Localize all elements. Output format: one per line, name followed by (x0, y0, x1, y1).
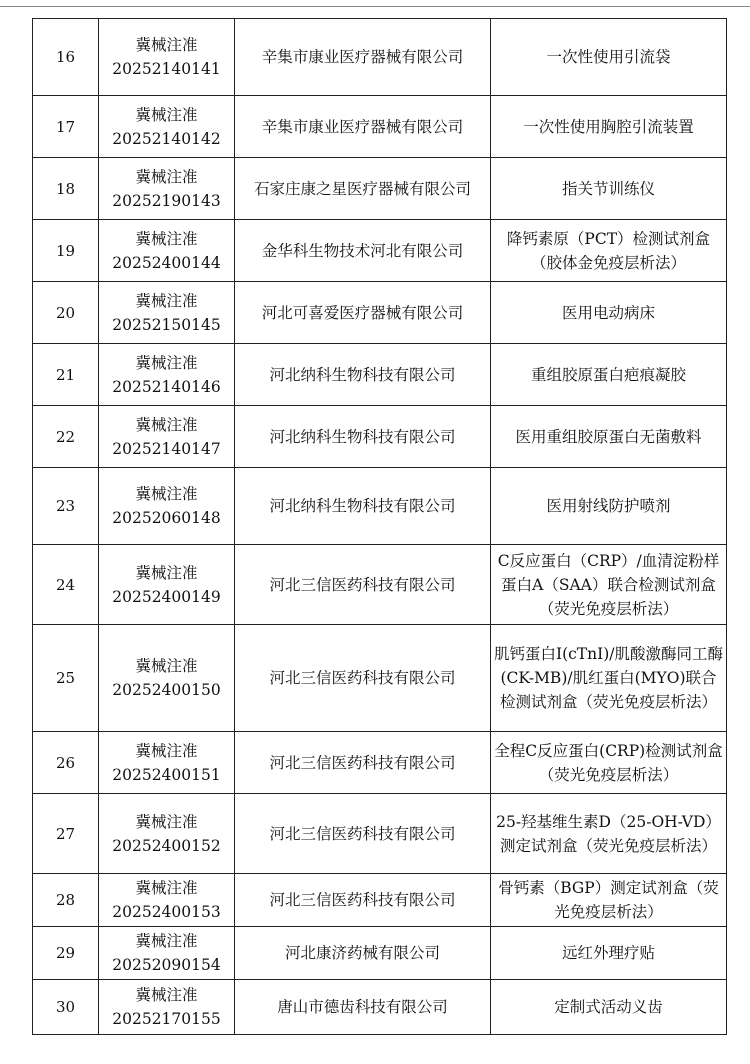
company-name: 辛集市康业医疗器械有限公司 (235, 19, 491, 96)
registration-number: 冀械注准 20252150145 (99, 282, 235, 344)
row-number: 26 (33, 732, 99, 794)
product-name: C反应蛋白（CRP）/血清淀粉样蛋白A（SAA）联合检测试剂盒（荧光免疫层析法） (491, 545, 727, 625)
row-number: 18 (33, 158, 99, 220)
company-name: 河北三信医药科技有限公司 (235, 874, 491, 927)
product-name: 骨钙素（BGP）测定试剂盒（荧光免疫层析法） (491, 874, 727, 927)
product-name: 一次性使用引流袋 (491, 19, 727, 96)
company-name: 河北三信医药科技有限公司 (235, 794, 491, 874)
product-name: 医用重组胶原蛋白无菌敷料 (491, 406, 727, 468)
registration-number: 冀械注准 20252400149 (99, 545, 235, 625)
row-number: 21 (33, 344, 99, 406)
row-number: 19 (33, 220, 99, 282)
registration-number: 冀械注准 20252400152 (99, 794, 235, 874)
registration-number: 冀械注准 20252060148 (99, 468, 235, 545)
company-name: 唐山市德齿科技有限公司 (235, 980, 491, 1035)
row-number: 22 (33, 406, 99, 468)
product-name: 医用电动病床 (491, 282, 727, 344)
table-row (33, 625, 727, 732)
row-number: 23 (33, 468, 99, 545)
registration-number: 冀械注准 20252090154 (99, 927, 235, 980)
row-number: 25 (33, 625, 99, 732)
table-row (33, 19, 727, 96)
company-name: 河北三信医药科技有限公司 (235, 625, 491, 732)
table-row (33, 158, 727, 220)
registration-number: 冀械注准 20252400151 (99, 732, 235, 794)
registration-number: 冀械注准 20252140141 (99, 19, 235, 96)
company-name: 河北可喜爱医疗器械有限公司 (235, 282, 491, 344)
row-number: 20 (33, 282, 99, 344)
product-name: 降钙素原（PCT）检测试剂盒（胶体金免疫层析法） (491, 220, 727, 282)
registration-number: 冀械注准 20252190143 (99, 158, 235, 220)
table-row (33, 927, 727, 980)
registration-number: 冀械注准 20252400150 (99, 625, 235, 732)
registration-number: 冀械注准 20252170155 (99, 980, 235, 1035)
registration-number: 冀械注准 20252140146 (99, 344, 235, 406)
registration-table (32, 18, 727, 1035)
product-name: 全程C反应蛋白(CRP)检测试剂盒（荧光免疫层析法） (491, 732, 727, 794)
row-number: 28 (33, 874, 99, 927)
company-name: 河北康济药械有限公司 (235, 927, 491, 980)
row-number: 17 (33, 96, 99, 158)
company-name: 河北三信医药科技有限公司 (235, 732, 491, 794)
company-name: 金华科生物技术河北有限公司 (235, 220, 491, 282)
row-number: 30 (33, 980, 99, 1035)
product-name: 医用射线防护喷剂 (491, 468, 727, 545)
product-name: 一次性使用胸腔引流装置 (491, 96, 727, 158)
company-name: 辛集市康业医疗器械有限公司 (235, 96, 491, 158)
table-row (33, 874, 727, 927)
product-name: 指关节训练仪 (491, 158, 727, 220)
row-number: 29 (33, 927, 99, 980)
company-name: 河北纳科生物科技有限公司 (235, 406, 491, 468)
table-row (33, 406, 727, 468)
table-row (33, 220, 727, 282)
table-row (33, 732, 727, 794)
table-row (33, 96, 727, 158)
table-row (33, 344, 727, 406)
company-name: 河北纳科生物科技有限公司 (235, 468, 491, 545)
row-number: 24 (33, 545, 99, 625)
table-row (33, 794, 727, 874)
page-top-rule (0, 6, 750, 7)
product-name: 远红外理疗贴 (491, 927, 727, 980)
product-name: 25-羟基维生素D（25-OH-VD）测定试剂盒（荧光免疫层析法） (491, 794, 727, 874)
row-number: 27 (33, 794, 99, 874)
table-row (33, 980, 727, 1035)
table-row (33, 545, 727, 625)
company-name: 河北纳科生物科技有限公司 (235, 344, 491, 406)
table-row (33, 282, 727, 344)
product-name: 肌钙蛋白I(cTnI)/肌酸激酶同工酶(CK-MB)/肌红蛋白(MYO)联合检测试剂盒（荧光免疫层析法） (491, 625, 727, 732)
product-name: 定制式活动义齿 (491, 980, 727, 1035)
company-name: 石家庄康之星医疗器械有限公司 (235, 158, 491, 220)
registration-number: 冀械注准 20252140147 (99, 406, 235, 468)
product-name: 重组胶原蛋白疤痕凝胶 (491, 344, 727, 406)
company-name: 河北三信医药科技有限公司 (235, 545, 491, 625)
table-row (33, 468, 727, 545)
registration-number: 冀械注准 20252400153 (99, 874, 235, 927)
row-number: 16 (33, 19, 99, 96)
registration-number: 冀械注准 20252400144 (99, 220, 235, 282)
registration-number: 冀械注准 20252140142 (99, 96, 235, 158)
